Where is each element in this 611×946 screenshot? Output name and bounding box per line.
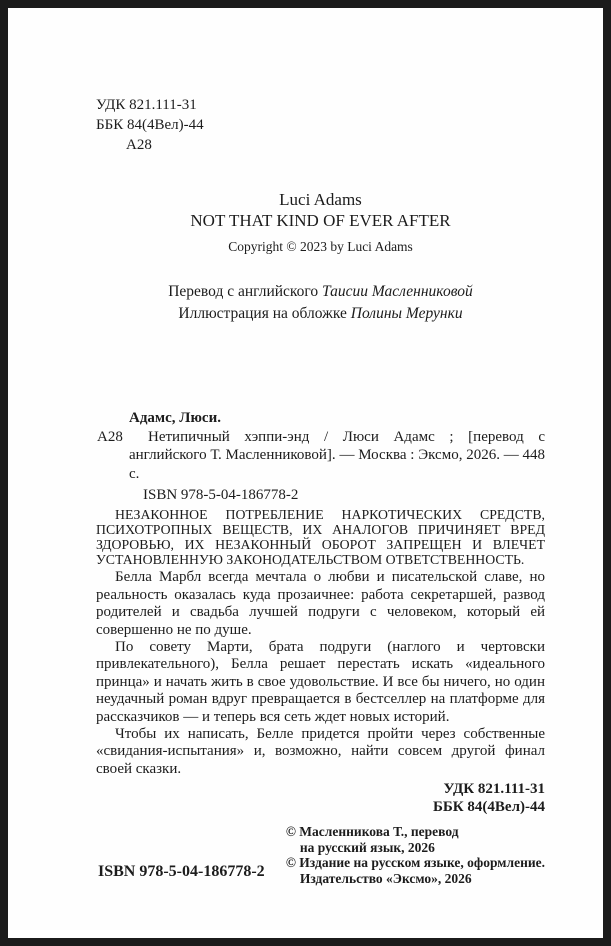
bottom-classification-codes [96, 780, 545, 816]
translation-credit [96, 281, 545, 303]
translation-credit-prefix: Перевод с английского [168, 283, 319, 300]
catalog-record-block [96, 409, 545, 505]
credits-block [96, 281, 545, 325]
illustrator-name: Полины Мерунки [350, 305, 463, 322]
copyright-edition-line1: © Издание на русском языке, оформление. [285, 855, 545, 871]
copyright-edition-line2: Издательство «Эксмо», 2026 [299, 870, 472, 886]
page-content [8, 95, 603, 887]
catalog-isbn: ISBN 978-5-04-186778-2 [143, 487, 299, 503]
illustration-credit-prefix: Иллюстрация на обложке [178, 305, 347, 322]
copyright-translation-line1: © Масленникова Т., перевод [285, 824, 459, 840]
catalog-author-heading: Адамс, Люси. [129, 410, 221, 426]
original-title: NOT THAT KIND OF EVER AFTER [190, 211, 451, 230]
original-title-block [96, 189, 545, 255]
original-author: Luci Adams [279, 190, 362, 209]
annotation-paragraph: По совету Марти, брата подруги (наглого и чертовски привлекательного), Белла решает перестать искать «идеального принца» и начать жить в свое удовольствие. И все бы ничего, но один неудачный роман вдруг превращается в бестселлер на платформе для рассказчиков — и теперь вся сеть ждет новых историй. [96, 638, 545, 725]
annotation-paragraph: Белла Марбл всегда мечтала о любви и писательской славе, но реальность оказалась куда прозаичнее: работа секретаршей, развод родителей и свадьба лучшей подруги с человеком, который ей совершенно не по душе. [96, 569, 545, 638]
drug-warning-text: НЕЗАКОННОЕ ПОТРЕБЛЕНИЕ НАРКОТИЧЕСКИХ СРЕДСТВ, ПСИХОТРОПНЫХ ВЕЩЕСТВ, ИХ АНАЛОГОВ ПРИЧИНЯЕТ ВРЕД ЗДОРОВЬЮ, ИХ НЕЗАКОННЫЙ ОБОРОТ ЗАПРЕЩЕН И ВЛЕЧЕТ УСТАНОВЛЕННУЮ ЗАКОНОДАТЕЛЬСТВОМ ОТВЕТСТВЕННОСТЬ. [96, 506, 545, 568]
annotation-paragraph: Чтобы их написать, Белле придется пройти через собственные «свидания-испытания» и, возможно, найти совсем другой финал своей сказки. [96, 725, 545, 777]
translator-name: Таисии Масленниковой [322, 283, 473, 300]
catalog-author-code: А28 [97, 428, 123, 445]
illustration-credit [96, 303, 545, 325]
catalog-record-wrap [97, 428, 545, 484]
top-classification-codes [96, 95, 545, 155]
bbk-code-bottom: ББК 84(4Вел)-44 [432, 799, 545, 816]
copyright-translation-line2: на русский язык, 2026 [299, 839, 435, 855]
isbn-bottom: ISBN 978-5-04-186778-2 [98, 863, 265, 881]
author-sign-code: А28 [126, 137, 152, 153]
udk-code: УДК 821.111-31 [96, 97, 197, 113]
original-copyright-line: Copyright © 2023 by Luci Adams [228, 239, 413, 254]
imprint-footer [96, 824, 545, 886]
catalog-record-text: Нетипичный хэппи-энд / Люси Адамс ; [перевод с английского Т. Масленниковой]. — Москва : Эксмо, 2026. — 448 с. [129, 428, 545, 482]
bbk-code: ББК 84(4Вел)-44 [96, 117, 204, 133]
annotation-block [96, 569, 545, 778]
copyright-notices [286, 824, 545, 886]
udk-code-bottom: УДК 821.111-31 [443, 781, 545, 798]
